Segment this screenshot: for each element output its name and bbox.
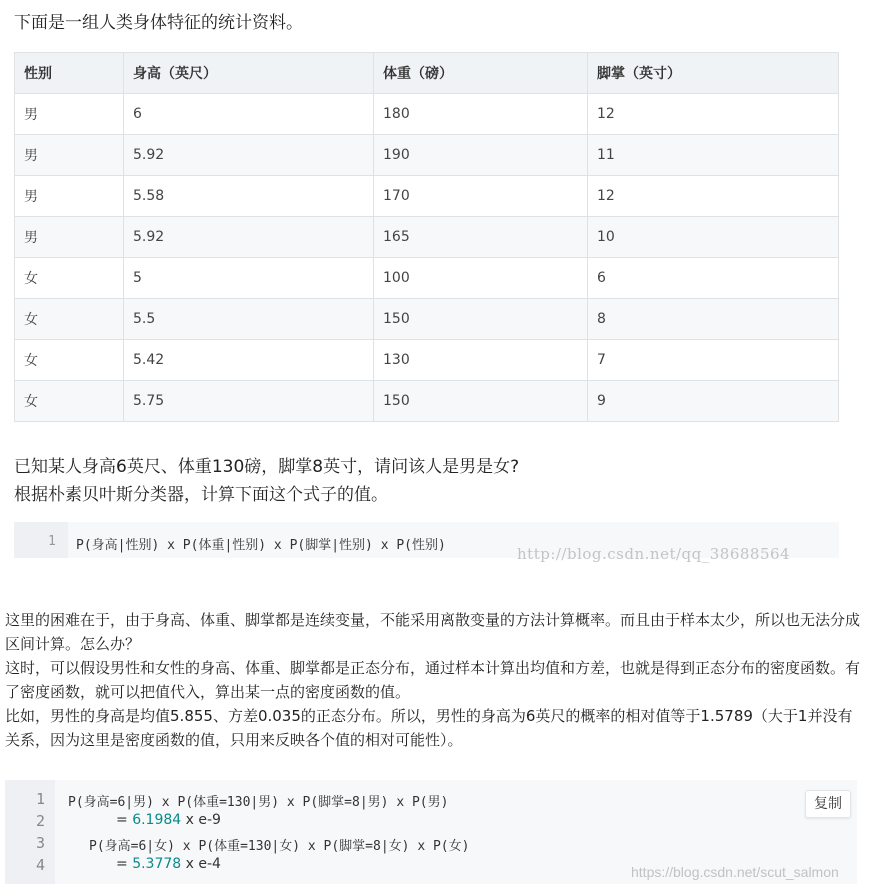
header-foot: 脚掌（英寸） bbox=[588, 53, 839, 94]
table-row bbox=[15, 299, 839, 340]
paragraph: 这里的困难在于，由于身高、体重、脚掌都是连续变量，不能采用离散变量的方法计算概率。而且由于样本太少，所以也无法分成区间计算。怎么办？ bbox=[5, 611, 861, 653]
table-cell: 170 bbox=[374, 176, 588, 217]
explanation-text bbox=[5, 608, 865, 752]
equals-sign: = bbox=[116, 812, 133, 828]
code-line: P(身高=6|女) x P(体重=130|女) x P(脚掌=8|女) x P(女) bbox=[89, 839, 470, 854]
table-cell: 100 bbox=[374, 258, 588, 299]
table-row bbox=[15, 258, 839, 299]
table-cell: 女 bbox=[15, 340, 124, 381]
table-cell: 女 bbox=[15, 258, 124, 299]
intro-text: 下面是一组人类身体特征的统计资料。 bbox=[14, 13, 303, 33]
table-cell: 150 bbox=[374, 381, 588, 422]
table-cell: 130 bbox=[374, 340, 588, 381]
question-line-1: 已知某人身高6英尺、体重130磅，脚掌8英寸，请问该人是男是女? bbox=[14, 457, 520, 477]
table-cell: 7 bbox=[588, 340, 839, 381]
result-value: 5.3778 bbox=[132, 856, 182, 872]
code-line: P(身高=6|男) x P(体重=130|男) x P(脚掌=8|男) x P(男) bbox=[68, 795, 449, 810]
table-cell: 女 bbox=[15, 381, 124, 422]
code-line-number: 3 bbox=[35, 834, 45, 852]
equals-sign: = bbox=[116, 856, 133, 872]
table-header-row bbox=[15, 53, 839, 94]
copy-button[interactable]: 复制 bbox=[805, 790, 851, 818]
table-cell: 165 bbox=[374, 217, 588, 258]
table-cell: 150 bbox=[374, 299, 588, 340]
table-cell: 9 bbox=[588, 381, 839, 422]
result-exponent: x e-9 bbox=[181, 812, 221, 828]
table-cell: 12 bbox=[588, 176, 839, 217]
watermark: http://blog.csdn.net/qq_38688564 bbox=[517, 545, 791, 563]
table-cell: 12 bbox=[588, 94, 839, 135]
table-row bbox=[15, 340, 839, 381]
table-cell: 8 bbox=[588, 299, 839, 340]
table-cell: 男 bbox=[15, 176, 124, 217]
table-row bbox=[15, 381, 839, 422]
code-line-number: 4 bbox=[35, 856, 45, 874]
table-cell: 6 bbox=[124, 94, 374, 135]
table-cell: 10 bbox=[588, 217, 839, 258]
table-cell: 男 bbox=[15, 94, 124, 135]
header-weight: 体重（磅） bbox=[374, 53, 588, 94]
table-cell: 女 bbox=[15, 299, 124, 340]
table-cell: 5.92 bbox=[124, 217, 374, 258]
code-line-number: 1 bbox=[48, 534, 56, 549]
table-cell: 5.42 bbox=[124, 340, 374, 381]
table-cell: 5.92 bbox=[124, 135, 374, 176]
watermark: https://blog.csdn.net/scut_salmon bbox=[631, 864, 839, 880]
table-row bbox=[15, 94, 839, 135]
table-cell: 5.58 bbox=[124, 176, 374, 217]
table-row bbox=[15, 135, 839, 176]
table-cell: 男 bbox=[15, 217, 124, 258]
paragraph: 这时，可以假设男性和女性的身高、体重、脚掌都是正态分布，通过样本计算出均值和方差，也就是得到正态分布的密度函数。有了密度函数，就可以把值代入，算出某一点的密度函数的值。 bbox=[5, 659, 861, 701]
code-line bbox=[116, 856, 221, 872]
paragraph: 比如，男性的身高是均值5.855、方差0.035的正态分布。所以，男性的身高为6英尺的概率的相对值等于1.5789（大于1并没有关系，因为这里是密度函数的值，只用来反映各个值的相对可能性）。 bbox=[5, 707, 853, 749]
table-cell: 5.5 bbox=[124, 299, 374, 340]
table-row bbox=[15, 176, 839, 217]
header-gender: 性别 bbox=[15, 53, 124, 94]
result-value: 6.1984 bbox=[132, 812, 182, 828]
table-cell: 男 bbox=[15, 135, 124, 176]
table-row bbox=[15, 217, 839, 258]
result-exponent: x e-4 bbox=[181, 856, 221, 872]
question-line-2: 根据朴素贝叶斯分类器，计算下面这个式子的值。 bbox=[14, 485, 388, 505]
code-gutter bbox=[14, 522, 68, 558]
table-cell: 11 bbox=[588, 135, 839, 176]
header-height: 身高（英尺） bbox=[124, 53, 374, 94]
code-line-number: 1 bbox=[35, 790, 45, 808]
table-cell: 180 bbox=[374, 94, 588, 135]
table-cell: 5.75 bbox=[124, 381, 374, 422]
body-stats-table bbox=[14, 52, 839, 422]
code-line bbox=[116, 812, 221, 828]
table-cell: 6 bbox=[588, 258, 839, 299]
code-line: P(身高|性别) x P(体重|性别) x P(脚掌|性别) x P(性别) bbox=[76, 538, 446, 553]
table-cell: 5 bbox=[124, 258, 374, 299]
table-cell: 190 bbox=[374, 135, 588, 176]
code-line-number: 2 bbox=[35, 812, 45, 830]
